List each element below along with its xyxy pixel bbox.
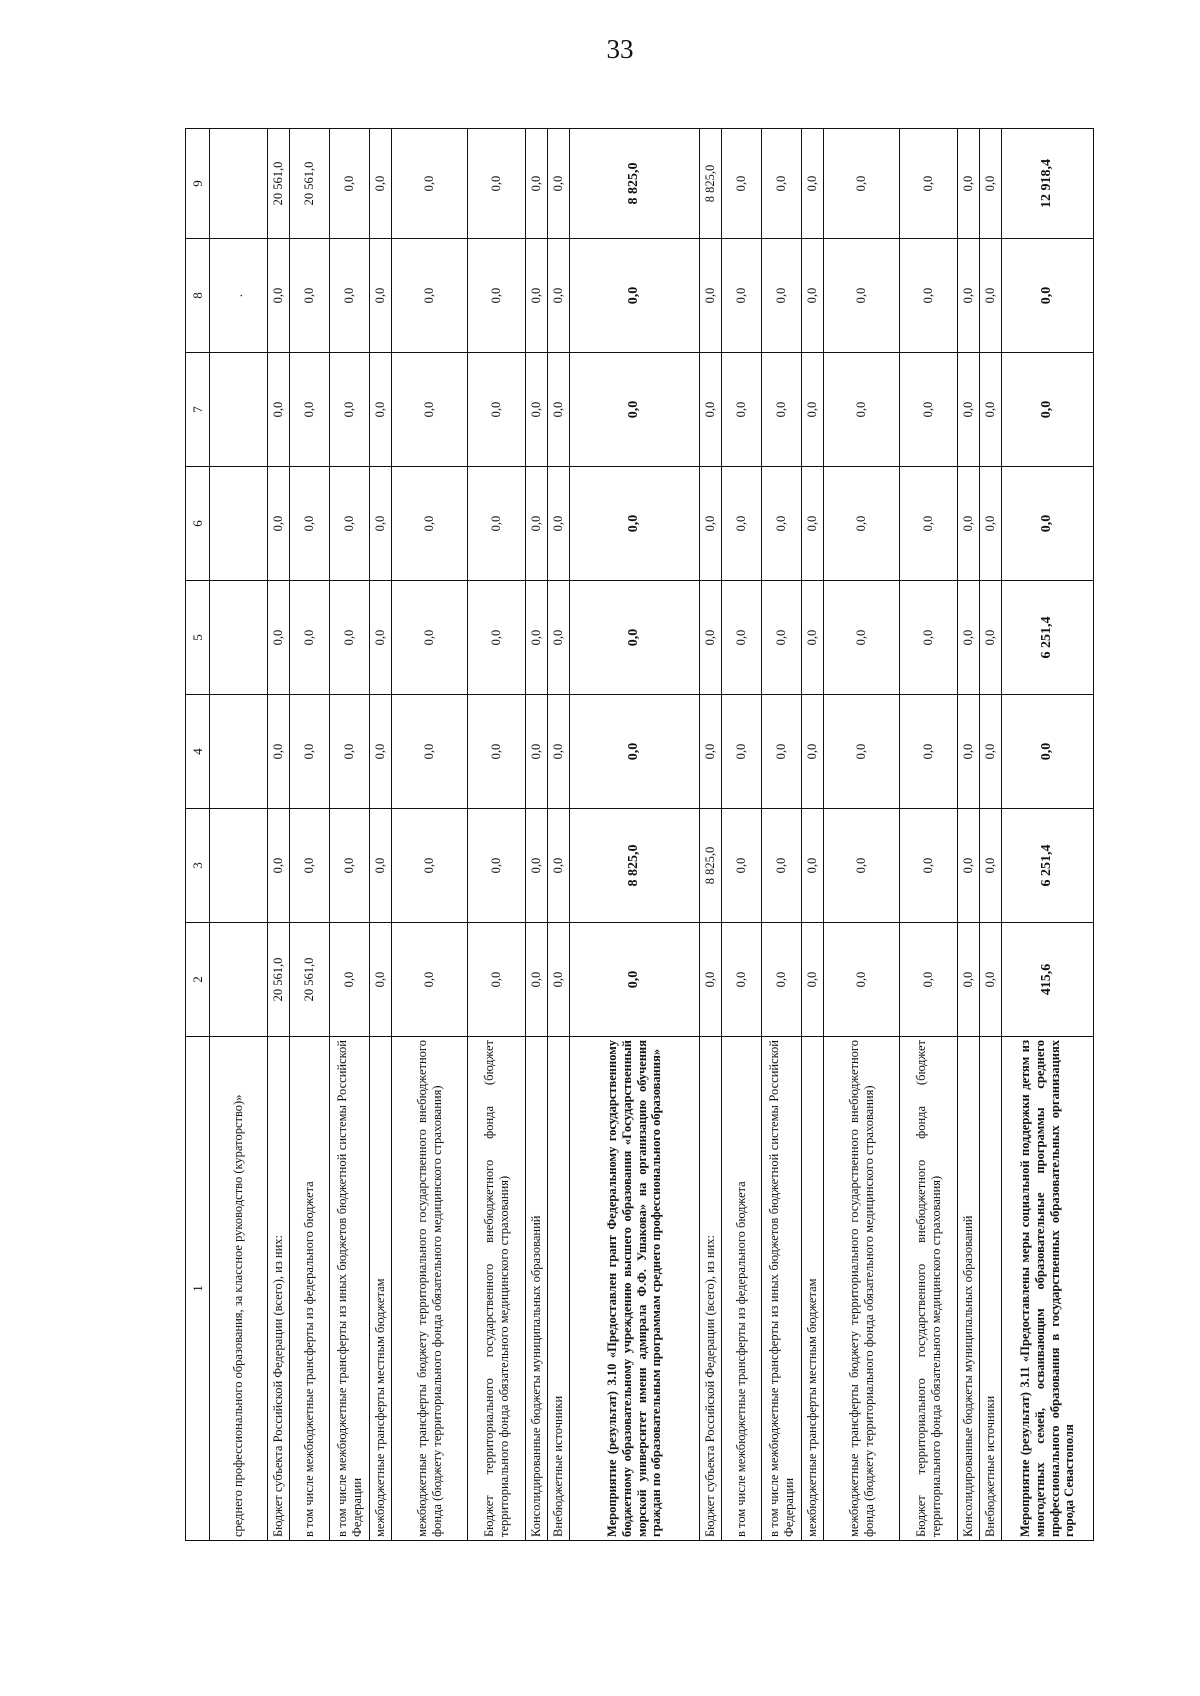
cell-value — [210, 353, 268, 467]
column-header: 6 — [186, 467, 210, 581]
cell-value: 0,0 — [900, 923, 958, 1037]
cell-value: 0,0 — [980, 923, 1002, 1037]
cell-value: 0,0 — [958, 809, 980, 923]
cell-value: 0,0 — [722, 923, 762, 1037]
cell-value: 8 825,0 — [570, 809, 700, 923]
cell-value: 6 251,4 — [1002, 809, 1094, 923]
row-label: межбюджетные трансферты местным бюджетам — [370, 1037, 392, 1541]
cell-value: 0,0 — [570, 695, 700, 809]
cell-value: 0,0 — [900, 239, 958, 353]
cell-value: 0,0 — [330, 809, 370, 923]
cell-value: 0,0 — [370, 695, 392, 809]
cell-value: 0,0 — [762, 353, 802, 467]
column-header: 7 — [186, 353, 210, 467]
cell-value: 0,0 — [330, 923, 370, 1037]
table-row — [370, 129, 392, 1541]
cell-value: . — [210, 239, 268, 353]
row-label: Мероприятие (результат) 3.11 «Предоставлены меры социальной поддержки детям из многодетных семей, осваивающим образовательные программы среднего профессионального образования в государственных образовательных организациях города Севастополя — [1002, 1037, 1094, 1541]
column-header: 2 — [186, 923, 210, 1037]
table-row — [392, 129, 468, 1541]
cell-value: 0,0 — [526, 581, 548, 695]
cell-value: 0,0 — [392, 581, 468, 695]
column-header: 8 — [186, 239, 210, 353]
cell-value: 0,0 — [526, 129, 548, 239]
cell-value: 0,0 — [290, 467, 330, 581]
cell-value: 0,0 — [268, 353, 290, 467]
cell-value: 0,0 — [268, 581, 290, 695]
cell-value: 20 561,0 — [268, 923, 290, 1037]
cell-value: 0,0 — [824, 129, 900, 239]
cell-value: 0,0 — [526, 353, 548, 467]
cell-value: 0,0 — [330, 129, 370, 239]
row-label: Бюджет субъекта Российской Федерации (всего), из них: — [700, 1037, 722, 1541]
cell-value: 0,0 — [330, 695, 370, 809]
cell-value: 0,0 — [802, 353, 824, 467]
cell-value: 0,0 — [980, 809, 1002, 923]
cell-value: 0,0 — [980, 129, 1002, 239]
cell-value: 0,0 — [290, 581, 330, 695]
cell-value: 0,0 — [700, 239, 722, 353]
cell-value: 0,0 — [802, 695, 824, 809]
cell-value: 0,0 — [526, 923, 548, 1037]
cell-value: 0,0 — [290, 809, 330, 923]
cell-value — [210, 809, 268, 923]
row-label: Мероприятие (результат) 3.10 «Предоставлен грант Федеральному государственному бюджетному образовательному учреждению высшего образования «Государственный морской университет имени адмирала Ф.Ф. Ушакова» на организацию обучения граждан по образовательным программам среднего профессионального образования» — [570, 1037, 700, 1541]
cell-value: 0,0 — [392, 239, 468, 353]
row-label: Консолидированные бюджеты муниципальных образований — [526, 1037, 548, 1541]
cell-value: 0,0 — [722, 695, 762, 809]
table-row — [700, 129, 722, 1541]
table-row — [1002, 129, 1094, 1541]
cell-value: 0,0 — [290, 239, 330, 353]
cell-value: 0,0 — [824, 467, 900, 581]
cell-value: 0,0 — [468, 129, 526, 239]
cell-value: 0,0 — [392, 129, 468, 239]
cell-value: 0,0 — [370, 923, 392, 1037]
table-row — [210, 129, 268, 1541]
table-row — [762, 129, 802, 1541]
table-row — [268, 129, 290, 1541]
row-label: в том числе межбюджетные трансферты из федерального бюджета — [290, 1037, 330, 1541]
cell-value: 8 825,0 — [700, 129, 722, 239]
cell-value: 0,0 — [548, 239, 570, 353]
table-row — [468, 129, 526, 1541]
cell-value: 0,0 — [824, 353, 900, 467]
cell-value: 0,0 — [526, 809, 548, 923]
cell-value: 0,0 — [958, 467, 980, 581]
table-row — [548, 129, 570, 1541]
row-label: Бюджет территориального государственного внебюджетного фонда (бюджет территориального фонда обязательного медицинского страхования) — [468, 1037, 526, 1541]
cell-value: 0,0 — [370, 129, 392, 239]
cell-value: 0,0 — [900, 809, 958, 923]
cell-value: 0,0 — [392, 695, 468, 809]
cell-value: 0,0 — [570, 923, 700, 1037]
table-row — [802, 129, 824, 1541]
row-label: в том числе межбюджетные трансферты из иных бюджетов бюджетной системы Российской Федерации — [330, 1037, 370, 1541]
cell-value: 8 825,0 — [570, 129, 700, 239]
row-label: в том числе межбюджетные трансферты из федерального бюджета — [722, 1037, 762, 1541]
column-header: 3 — [186, 809, 210, 923]
table-row — [330, 129, 370, 1541]
cell-value: 0,0 — [330, 353, 370, 467]
cell-value: 0,0 — [958, 353, 980, 467]
cell-value — [210, 581, 268, 695]
cell-value: 0,0 — [548, 923, 570, 1037]
cell-value: 0,0 — [290, 353, 330, 467]
cell-value: 0,0 — [700, 467, 722, 581]
table-row — [722, 129, 762, 1541]
cell-value: 0,0 — [900, 467, 958, 581]
cell-value: 0,0 — [802, 129, 824, 239]
cell-value: 0,0 — [268, 809, 290, 923]
cell-value: 0,0 — [548, 467, 570, 581]
column-header: 5 — [186, 581, 210, 695]
cell-value: 0,0 — [548, 353, 570, 467]
cell-value — [210, 129, 268, 239]
page-number: 33 — [606, 34, 634, 64]
cell-value: 0,0 — [468, 923, 526, 1037]
cell-value: 0,0 — [392, 923, 468, 1037]
cell-value — [210, 695, 268, 809]
cell-value: 0,0 — [824, 695, 900, 809]
table-row — [824, 129, 900, 1541]
cell-value: 0,0 — [722, 809, 762, 923]
cell-value: 0,0 — [392, 467, 468, 581]
cell-value: 0,0 — [468, 581, 526, 695]
cell-value: 0,0 — [700, 695, 722, 809]
row-label: среднего профессионального образования, за классное руководство (кураторство)» — [210, 1037, 268, 1541]
cell-value: 20 561,0 — [290, 923, 330, 1037]
row-label: Бюджет субъекта Российской Федерации (всего), из них: — [268, 1037, 290, 1541]
cell-value: 0,0 — [290, 695, 330, 809]
table-row — [900, 129, 958, 1541]
cell-value: 0,0 — [762, 695, 802, 809]
cell-value: 0,0 — [980, 353, 1002, 467]
row-label: межбюджетные трансферты бюджету территориального государственного внебюджетного фонда (бюджету территориального фонда обязательного медицинского страхования) — [392, 1037, 468, 1541]
column-header: 9 — [186, 129, 210, 239]
cell-value: 0,0 — [548, 129, 570, 239]
table-row — [570, 129, 700, 1541]
row-label: межбюджетные трансферты местным бюджетам — [802, 1037, 824, 1541]
cell-value: 0,0 — [824, 581, 900, 695]
row-label: Бюджет территориального государственного внебюджетного фонда (бюджет территориального фонда обязательного медицинского страхования) — [900, 1037, 958, 1541]
cell-value: 0,0 — [370, 353, 392, 467]
cell-value: 0,0 — [900, 581, 958, 695]
table-row — [958, 129, 980, 1541]
cell-value: 20 561,0 — [268, 129, 290, 239]
cell-value: 0,0 — [570, 239, 700, 353]
cell-value: 0,0 — [722, 581, 762, 695]
cell-value: 0,0 — [1002, 467, 1094, 581]
cell-value: 0,0 — [700, 923, 722, 1037]
cell-value: 0,0 — [468, 353, 526, 467]
cell-value: 0,0 — [722, 353, 762, 467]
cell-value: 0,0 — [762, 239, 802, 353]
row-label: межбюджетные трансферты бюджету территориального государственного внебюджетного фонда (бюджету территориального фонда обязательного медицинского страхования) — [824, 1037, 900, 1541]
cell-value: 0,0 — [722, 129, 762, 239]
cell-value: 0,0 — [900, 129, 958, 239]
cell-value: 0,0 — [980, 239, 1002, 353]
cell-value: 0,0 — [762, 923, 802, 1037]
cell-value: 0,0 — [370, 809, 392, 923]
header-row — [186, 129, 210, 1541]
cell-value: 0,0 — [268, 467, 290, 581]
cell-value — [210, 467, 268, 581]
cell-value: 0,0 — [268, 239, 290, 353]
cell-value: 0,0 — [958, 129, 980, 239]
rotated-table-container — [185, 129, 1077, 1541]
cell-value: 0,0 — [268, 695, 290, 809]
cell-value: 0,0 — [526, 467, 548, 581]
cell-value: 0,0 — [980, 695, 1002, 809]
cell-value: 0,0 — [722, 467, 762, 581]
cell-value — [210, 923, 268, 1037]
cell-value: 6 251,4 — [1002, 581, 1094, 695]
cell-value: 0,0 — [958, 923, 980, 1037]
cell-value: 0,0 — [762, 467, 802, 581]
cell-value: 0,0 — [802, 923, 824, 1037]
budget-table — [185, 128, 1094, 1541]
cell-value: 8 825,0 — [700, 809, 722, 923]
cell-value: 0,0 — [570, 353, 700, 467]
cell-value: 0,0 — [468, 695, 526, 809]
cell-value: 20 561,0 — [290, 129, 330, 239]
cell-value: 0,0 — [526, 695, 548, 809]
cell-value: 0,0 — [700, 353, 722, 467]
cell-value: 0,0 — [900, 695, 958, 809]
cell-value: 0,0 — [824, 809, 900, 923]
cell-value: 415,6 — [1002, 923, 1094, 1037]
cell-value: 0,0 — [468, 809, 526, 923]
cell-value: 0,0 — [330, 581, 370, 695]
cell-value: 0,0 — [762, 809, 802, 923]
column-header: 1 — [186, 1037, 210, 1541]
row-label: в том числе межбюджетные трансферты из иных бюджетов бюджетной системы Российской Федерации — [762, 1037, 802, 1541]
cell-value: 0,0 — [548, 581, 570, 695]
table-row — [526, 129, 548, 1541]
cell-value: 0,0 — [468, 467, 526, 581]
cell-value: 0,0 — [802, 581, 824, 695]
cell-value: 0,0 — [548, 695, 570, 809]
cell-value: 0,0 — [570, 467, 700, 581]
cell-value: 0,0 — [370, 239, 392, 353]
row-label: Консолидированные бюджеты муниципальных образований — [958, 1037, 980, 1541]
cell-value: 0,0 — [762, 581, 802, 695]
cell-value: 0,0 — [1002, 695, 1094, 809]
cell-value: 0,0 — [722, 239, 762, 353]
cell-value: 0,0 — [392, 353, 468, 467]
cell-value: 0,0 — [370, 467, 392, 581]
table-row — [980, 129, 1002, 1541]
cell-value: 0,0 — [824, 239, 900, 353]
cell-value: 0,0 — [958, 581, 980, 695]
cell-value: 0,0 — [802, 239, 824, 353]
cell-value: 0,0 — [958, 695, 980, 809]
cell-value: 0,0 — [330, 467, 370, 581]
cell-value: 0,0 — [900, 353, 958, 467]
cell-value: 0,0 — [330, 239, 370, 353]
cell-value: 0,0 — [1002, 353, 1094, 467]
cell-value: 12 918,4 — [1002, 129, 1094, 239]
column-header: 4 — [186, 695, 210, 809]
cell-value: 0,0 — [824, 923, 900, 1037]
cell-value: 0,0 — [980, 467, 1002, 581]
table-row — [290, 129, 330, 1541]
cell-value: 0,0 — [548, 809, 570, 923]
cell-value: 0,0 — [802, 467, 824, 581]
cell-value: 0,0 — [526, 239, 548, 353]
row-label: Внебюджетные источники — [548, 1037, 570, 1541]
cell-value: 0,0 — [762, 129, 802, 239]
cell-value: 0,0 — [1002, 239, 1094, 353]
cell-value: 0,0 — [370, 581, 392, 695]
table-body — [210, 129, 1094, 1541]
row-label: Внебюджетные источники — [980, 1037, 1002, 1541]
cell-value: 0,0 — [392, 809, 468, 923]
cell-value: 0,0 — [570, 581, 700, 695]
cell-value: 0,0 — [802, 809, 824, 923]
cell-value: 0,0 — [958, 239, 980, 353]
cell-value: 0,0 — [980, 581, 1002, 695]
cell-value: 0,0 — [700, 581, 722, 695]
cell-value: 0,0 — [468, 239, 526, 353]
